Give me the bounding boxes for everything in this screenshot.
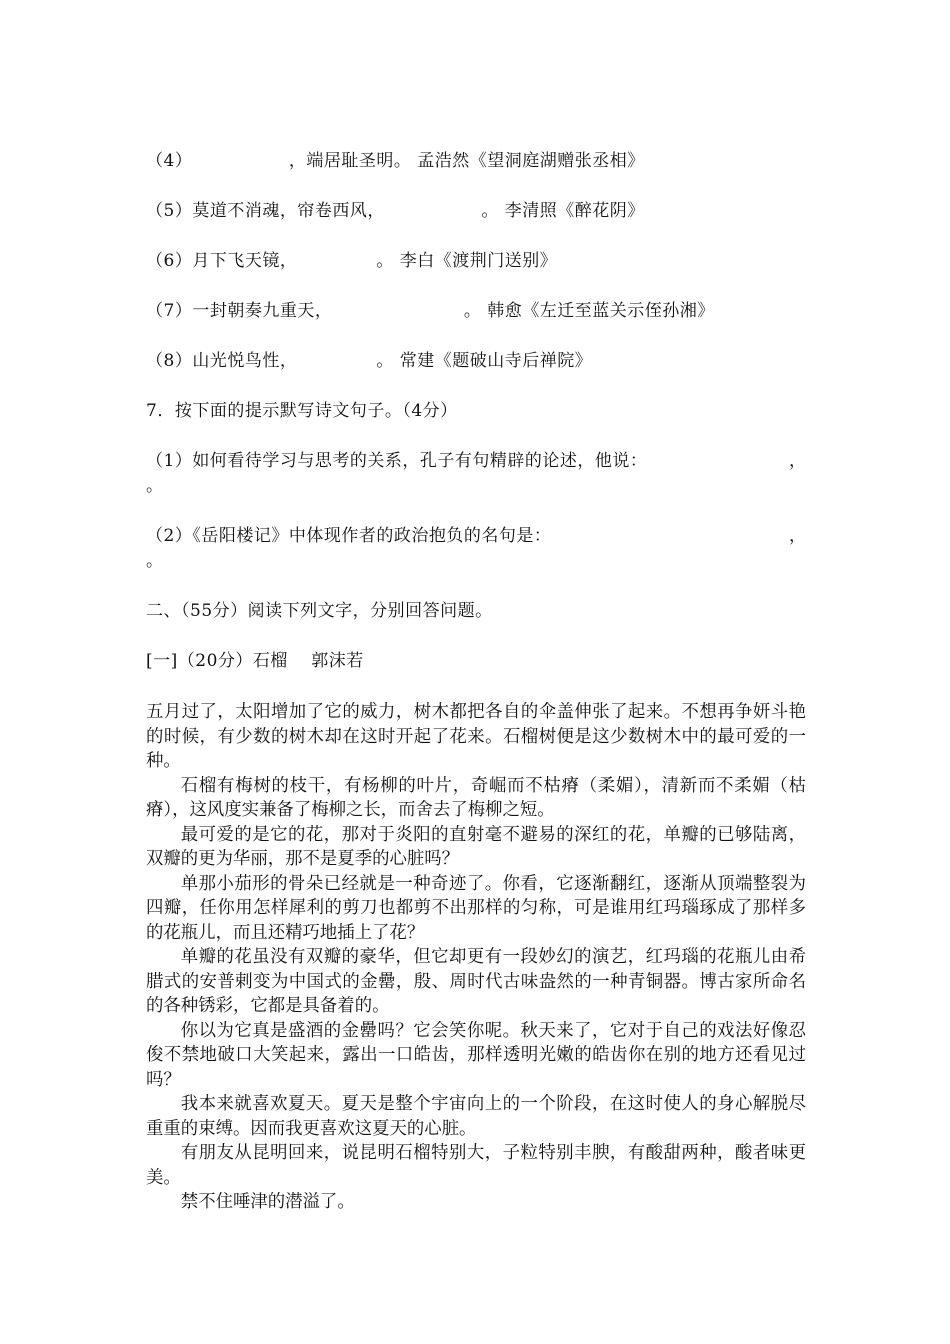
question-7-item-1-text: （1）如何看待学习与思考的关系，孔子有句精辟的论述，他说： [146, 451, 648, 471]
poem-line-4: （4） ，端居耻圣明。 孟浩然《望洞庭湖赠张丞相》 [146, 151, 645, 171]
section-2-subtitle: [一]（20分）石榴 郭沫若 [146, 651, 364, 671]
question-7-item-1 [146, 450, 806, 472]
question-7-title: 7．按下面的提示默写诗文句子。（4分） [146, 401, 458, 421]
article-paragraph-3: 最可爱的是它的花，那对于炎阳的直射毫不避易的深红的花，单瓣的已够陆离，双瓣的更为华丽，那不是夏季的心脏吗？ [146, 824, 806, 869]
article-paragraph-7: 我本来就喜欢夏天。夏天是整个宇宙向上的一个阶段，在这时使人的身心解脱尽重重的束缚。因而我更喜欢这夏天的心脏。 [146, 1094, 806, 1139]
section-2-title: 二、（55分）阅读下列文字，分别回答问题。 [146, 601, 493, 621]
question-7-item-2 [146, 525, 806, 547]
question-7-item-1-end: 。 [146, 476, 163, 496]
poem-line-6: （6）月下飞天镜， 。 李白《渡荆门送别》 [146, 251, 558, 271]
article-paragraph-8: 有朋友从昆明回来，说昆明石榴特别大，子粒特别丰腴，有酸甜两种，酸者味更美。 [146, 1143, 806, 1188]
question-7-item-2-comma: ， [789, 526, 806, 546]
article-paragraph-6: 你以为它真是盛酒的金罍吗？它会笑你呢。秋天来了，它对于自己的戏法好像忍俊不禁地破口大笑起来，露出一口皓齿，那样透明光嫩的皓齿你在别的地方还看见过吗？ [146, 1020, 806, 1090]
poem-line-7: （7）一封朝奏九重天， 。 韩愈《左迁至蓝关示侄孙湘》 [146, 301, 715, 321]
poem-line-8: （8）山光悦鸟性， 。 常建《题破山寺后禅院》 [146, 351, 593, 371]
article-paragraph-4: 单那小茄形的骨朵已经就是一种奇迹了。你看，它逐渐翻红，逐渐从顶端整裂为四瓣，任你用怎样犀利的剪刀也都剪不出那样的匀称，可是谁用红玛瑙琢成了那样多的花瓶儿，而且还精巧地插上了花？ [146, 873, 806, 943]
poem-line-5: （5）莫道不消魂，帘卷西风， 。 李清照《醉花阴》 [146, 201, 645, 221]
article-body [146, 700, 806, 1215]
article-paragraph-9: 禁不住唾津的潜溢了。 [180, 1192, 355, 1212]
question-7-item-2-text: （2）《岳阳楼记》中体现作者的政治抱负的名句是： [146, 526, 552, 546]
question-7-item-2-end: 。 [146, 551, 163, 571]
question-7-item-1-comma: ， [789, 451, 806, 471]
article-paragraph-1: 五月过了，太阳增加了它的威力，树木都把各自的伞盖伸张了起来。不想再争妍斗艳的时候，有少数的树木却在这时开起了花来。石榴树便是这少数树木中的最可爱的一种。 [146, 702, 806, 771]
article-paragraph-2: 石榴有梅树的枝干，有杨柳的叶片，奇崛而不枯瘠（柔媚），清新而不柔媚（枯瘠），这风度实兼备了梅柳之长，而舍去了梅柳之短。 [146, 775, 806, 820]
article-paragraph-5: 单瓣的花虽没有双瓣的豪华，但它却更有一段妙幻的演艺，红玛瑙的花瓶儿由希腊式的安普剌变为中国式的金罍，殷、周时代古味盎然的一种青铜器。博古家所命名的各种锈彩，它都是具备着的。 [146, 947, 806, 1016]
